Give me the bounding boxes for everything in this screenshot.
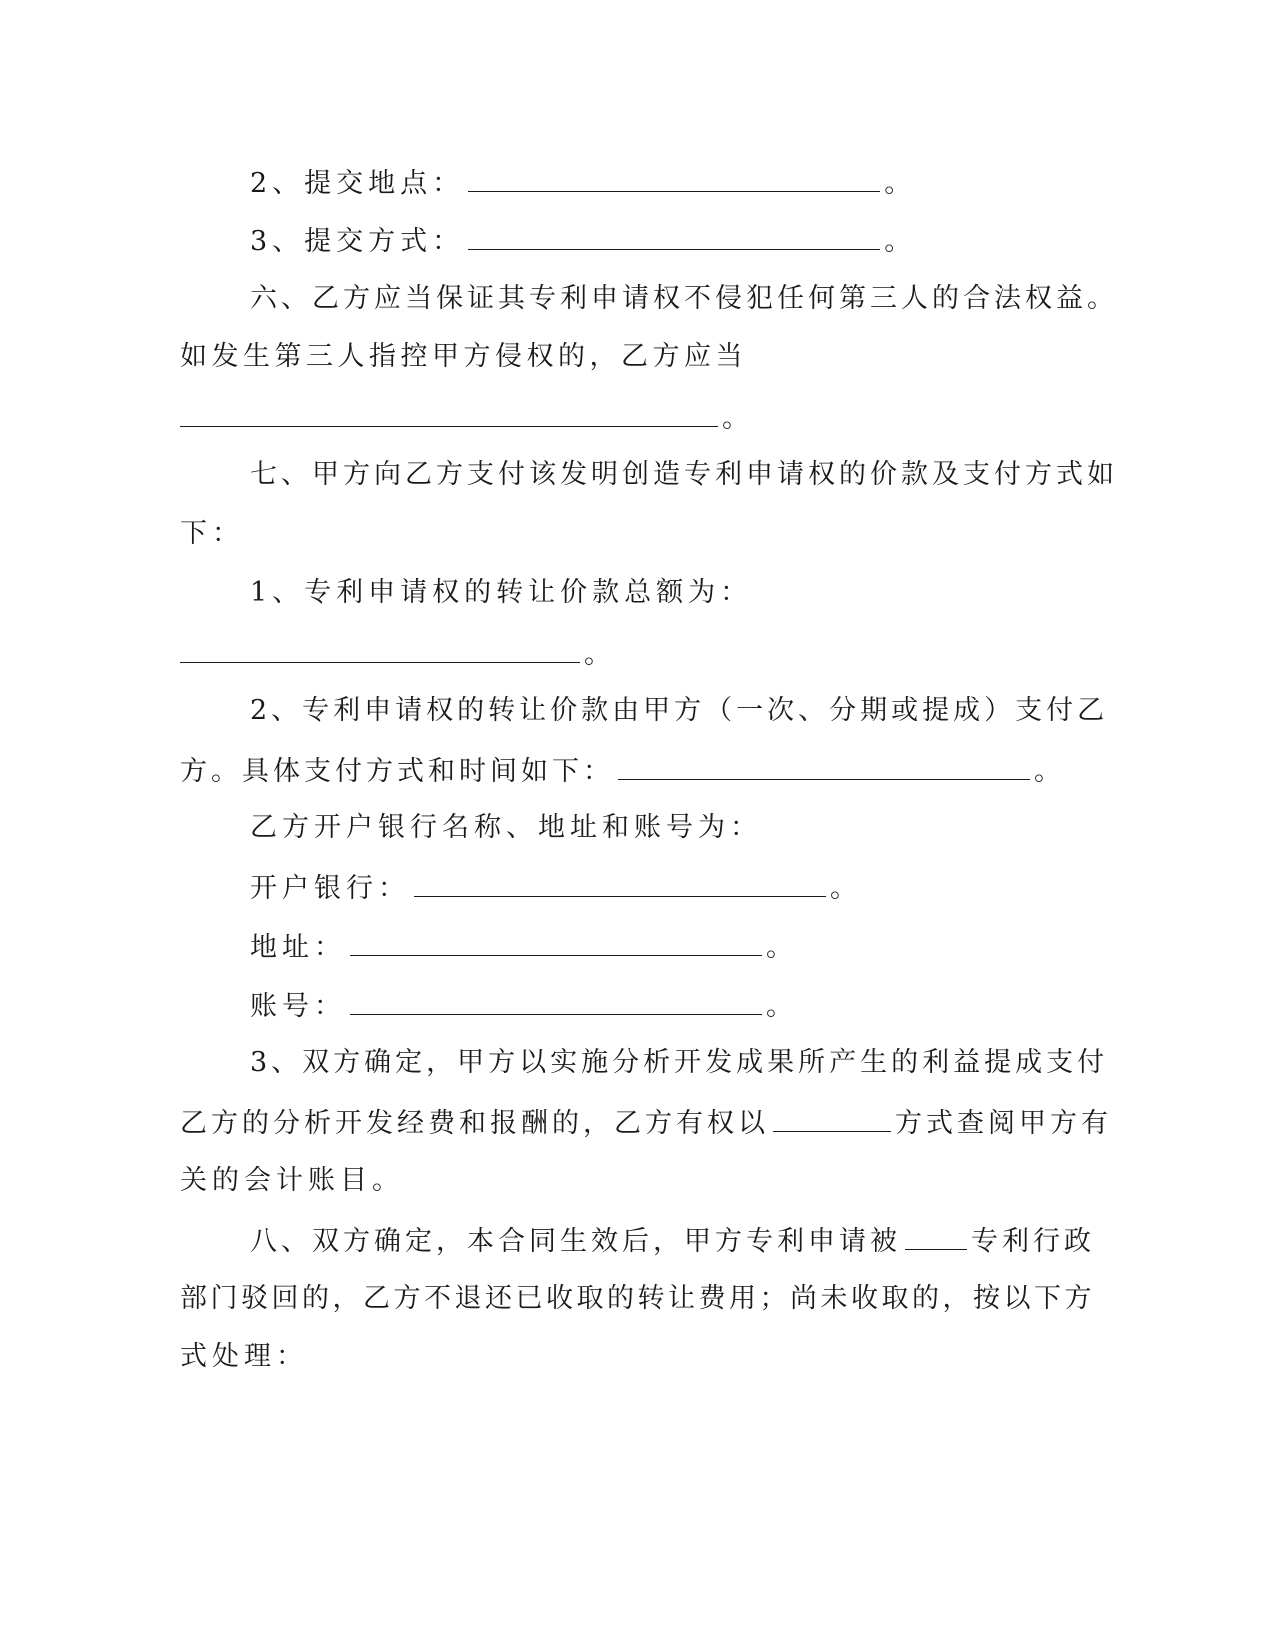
- line-label: 账号：: [250, 991, 346, 1022]
- clause-six-line-2: 如发生第三人指控甲方侵权的，乙方应当: [180, 341, 747, 372]
- bank-name-line: [250, 870, 862, 906]
- line-label: 3、提交方式：: [250, 226, 465, 257]
- line-label: 地址：: [250, 932, 346, 963]
- clause-eight-line-1: [250, 1223, 1095, 1259]
- clause-eight-line-2: 部门驳回的，乙方不退还已收取的转让费用；尚未收取的，按以下方: [180, 1283, 1095, 1314]
- line-end: 。: [584, 639, 616, 670]
- line-end: 。: [830, 873, 862, 904]
- clause-seven-3-line-3: 关的会计账目。: [180, 1165, 404, 1196]
- clause-seven-3-line-2: [180, 1105, 1112, 1141]
- total-price-line: 1、专利申请权的转让价款总额为：: [250, 577, 753, 608]
- clause-eight-line-3: 式处理：: [180, 1341, 308, 1372]
- fill-in-blank[interactable]: [468, 165, 880, 192]
- clause-six-blank-line: [180, 400, 754, 436]
- line-label: 2、提交地点：: [250, 168, 465, 199]
- fill-in-blank[interactable]: [180, 400, 718, 427]
- line-end: 。: [766, 932, 798, 963]
- fill-in-blank[interactable]: [618, 753, 1030, 780]
- line-end: 。: [1034, 756, 1065, 787]
- line-label: 八、双方确定，本合同生效后，甲方专利申请被: [250, 1226, 901, 1257]
- payment-method-line-1: 2、专利申请权的转让价款由甲方（一次、分期或提成）支付乙: [250, 695, 1109, 726]
- line-continuation: 专利行政: [971, 1226, 1095, 1257]
- submit-location-line: [250, 165, 916, 201]
- address-line: [250, 929, 798, 965]
- line-continuation: 方式查阅甲方有: [895, 1108, 1112, 1139]
- line-end: 。: [766, 991, 798, 1022]
- clause-seven-line-1: 七、甲方向乙方支付该发明创造专利申请权的价款及支付方式如: [250, 459, 1118, 490]
- fill-in-blank[interactable]: [414, 870, 826, 897]
- submit-method-line: [250, 223, 916, 259]
- line-end: 。: [884, 168, 917, 199]
- line-end: 。: [884, 226, 917, 257]
- fill-in-blank[interactable]: [350, 988, 762, 1015]
- line-end: 。: [722, 403, 754, 434]
- payment-method-line-2: [180, 753, 1065, 789]
- account-number-line: [250, 988, 798, 1024]
- clause-seven-3-line-1: 3、双方确定，甲方以实施分析开发成果所产生的利益提成支付: [250, 1047, 1109, 1078]
- clause-six-line-1: 六、乙方应当保证其专利申请权不侵犯任何第三人的合法权益。: [250, 283, 1118, 314]
- line-label: 方。具体支付方式和时间如下：: [180, 756, 614, 787]
- fill-in-blank[interactable]: [773, 1105, 891, 1132]
- total-price-blank-line: [180, 636, 616, 672]
- line-label: 开户银行：: [250, 873, 410, 904]
- fill-in-blank[interactable]: [905, 1223, 967, 1250]
- bank-info-heading: 乙方开户银行名称、地址和账号为：: [250, 812, 762, 843]
- line-label: 乙方的分析开发经费和报酬的，乙方有权以: [180, 1108, 769, 1139]
- clause-seven-line-2: 下：: [180, 518, 244, 549]
- fill-in-blank[interactable]: [350, 929, 762, 956]
- fill-in-blank[interactable]: [180, 636, 580, 663]
- fill-in-blank[interactable]: [468, 223, 880, 250]
